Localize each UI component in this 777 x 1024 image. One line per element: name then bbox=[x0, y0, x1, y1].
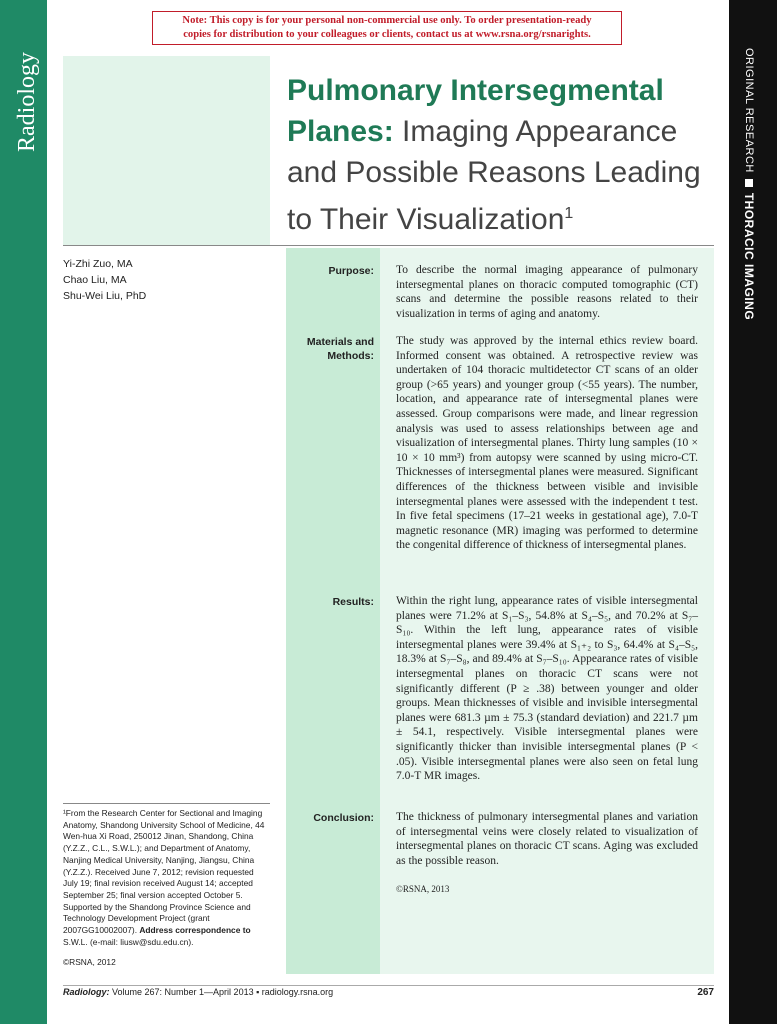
conclusion-text: The thickness of pulmonary intersegmental planes and variation of intersegmental veins were closely related to visualization of intersegmental planes on thoracic CT scans. Aging was excluded as the possible reason. bbox=[396, 811, 698, 867]
section-type: ORIGINAL RESEARCH bbox=[743, 48, 755, 173]
page-footer bbox=[63, 987, 714, 998]
author: Shu-Wei Liu, PhD bbox=[63, 290, 147, 302]
article-title bbox=[287, 70, 707, 240]
title-bold-line-2: Planes: bbox=[287, 115, 394, 148]
section-topic: THORACIC IMAGING bbox=[742, 192, 756, 321]
methods-label-line-1: Materials and bbox=[306, 336, 374, 348]
footer-journal: Radiology: bbox=[63, 987, 110, 997]
footnote-text: ¹From the Research Center for Sectional and Imaging Anatomy, Shandong University School of Medicine, 44 Wen-hua Xi Road, 250012 Jinan, Shandong, China (Y.Z.Z., C.L., S.W.L.); and Department of Anatomy, Nanjing Medical University, Nanjing, Jiangsu, China (Y.Z.Z.). Received June 7, 2012; revision requested July 19; final revision received August 14; accepted September 25; final version accepted October 5. Supported by the Shandong Province Science and Technology Development Project (grant 2007GG10002007). bbox=[63, 808, 265, 936]
author: Chao Liu, MA bbox=[63, 274, 127, 286]
title-rest: Imaging Appearance and Possible Reasons Leading to Their Visualization bbox=[287, 115, 701, 236]
footer-divider bbox=[63, 985, 714, 986]
page-number: 267 bbox=[697, 987, 714, 998]
title-bold-line-1: Pulmonary Intersegmental bbox=[287, 74, 664, 107]
section-label bbox=[742, 48, 756, 320]
methods-label bbox=[290, 335, 374, 363]
rights-note[interactable] bbox=[152, 11, 622, 45]
author: Yi-Zhi Zuo, MA bbox=[63, 258, 133, 270]
footnote-divider bbox=[63, 803, 270, 804]
rights-note-line-2: copies for distribution to your colleagues or clients, contact us at www.rsna.org/rsnarights. bbox=[183, 29, 591, 40]
footnote-bold: Address correspondence to bbox=[139, 925, 251, 936]
rights-note-line-1: Note: This copy is for your personal non-commercial use only. To order presentation-ready bbox=[182, 15, 592, 26]
header-panel-left bbox=[63, 56, 270, 246]
purpose-text: To describe the normal imaging appearance of pulmonary intersegmental planes on thoracic computed tomographic (CT) scans and determine the possible reasons related to their visualization in terms of aging and anatomy. bbox=[396, 264, 698, 320]
title-footnote-ref: 1 bbox=[564, 205, 574, 222]
journal-name: Radiology bbox=[14, 52, 40, 152]
footnote-copyright: ©RSNA, 2012 bbox=[63, 957, 116, 967]
affiliation-footnote bbox=[63, 808, 270, 948]
citation bbox=[63, 987, 333, 998]
abstract-copyright: ©RSNA, 2013 bbox=[396, 884, 450, 894]
purpose-label: Purpose: bbox=[328, 265, 374, 277]
footer-citation: Volume 267: Number 1—April 2013 ▪ radiology.rsna.org bbox=[109, 987, 334, 997]
footnote-contact[interactable]: S.W.L. (e-mail: liusw@sdu.edu.cn). bbox=[63, 936, 194, 947]
results-label: Results: bbox=[332, 596, 374, 608]
square-icon bbox=[745, 179, 753, 187]
methods-label-line-2: Methods: bbox=[327, 350, 374, 362]
journal-stripe bbox=[0, 0, 47, 1024]
title-divider bbox=[63, 245, 714, 246]
author-list bbox=[63, 256, 263, 304]
results-text: Within the right lung, appearance rates of visible intersegmental planes were 71.2% at S₁–S₃, 54.8% at S₄–S₅, and 70.2% at S₇–S₁₀. Within the left lung, appearance rates of visible intersegmental planes were 39.4% at S₁₊₂ to S₃, 64.4% at S₄–S₅, 18.3% at S₇–S₈, and 89.4% at S₇–S₁₀. Appearance rates of visible intersegmental planes on thoracic CT scans were not significantly different (P ≥ .38) between younger and older groups. Mean thicknesses of visible and invisible intersegmental planes were 681.3 µm ± 75.3 (standard deviation) and 221.7 µm ± 54.1, respectively. Visible intersegmental planes were significantly thicker than invisible intersegmental planes (P < .05). Visible intersegmental planes were also seen on fetal lung 7.0-T MR images. bbox=[396, 595, 698, 783]
methods-text: The study was approved by the internal ethics review board. Informed consent was obtained. A retrospective review was undertaken of 104 thoracic multidetector CT scans of an older group (>65 years) and younger group (<55 years). The number, location, and appearance rate of intersegmental planes were assessed. Group comparisons were made, and linear regression analysis was used to assess relationships between age and visualization of intersegmental planes. Thirty lung samples (10 × 10 × 10 mm³) from autopsy were scanned by using micro-CT. Thicknesses of intersegmental planes were measured. Significant differences of the thickness between visible and invisible intersegmental planes were assessed with the independent t test. In five fetal specimens (17–21 weeks in gestational age), 7.0-T magnetic resonance (MR) imaging was performed to determine the congenital difference of thickness of intersegmental planes. bbox=[396, 335, 698, 552]
conclusion-label: Conclusion: bbox=[313, 812, 374, 824]
